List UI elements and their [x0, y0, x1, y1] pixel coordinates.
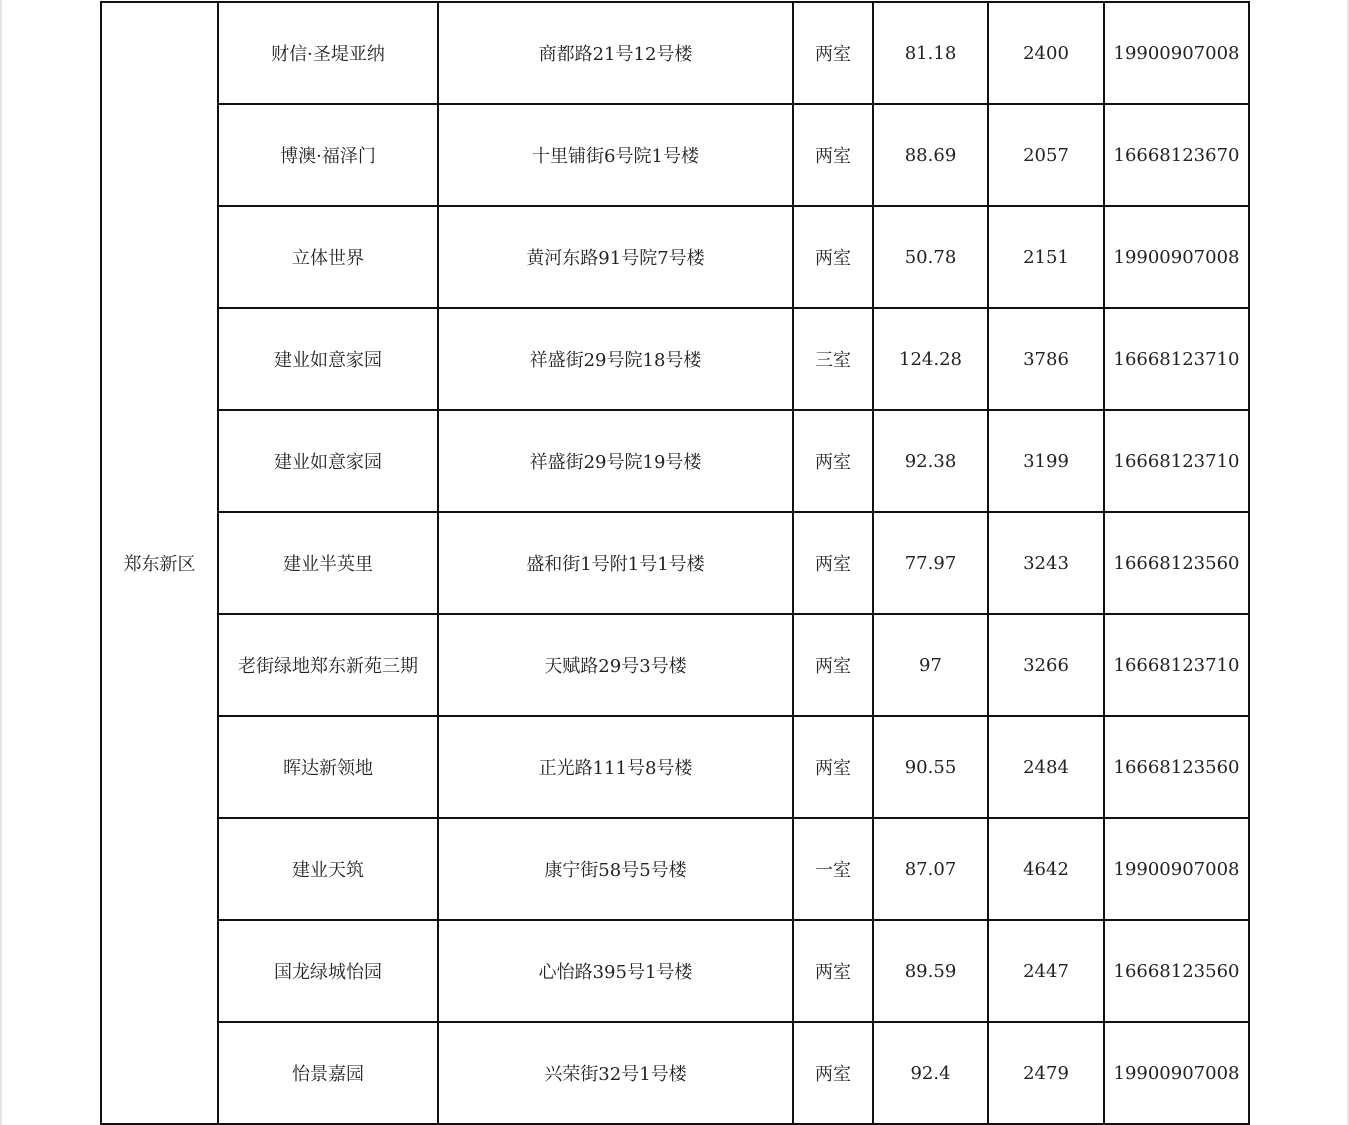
- unit-type-cell: 两室: [793, 716, 873, 818]
- table-row: [101, 818, 1249, 920]
- table-row: [101, 104, 1249, 206]
- address-cell: 盛和街1号附1号1号楼: [438, 512, 793, 614]
- address-cell: 康宁街58号5号楼: [438, 818, 793, 920]
- rent-cell: 2447: [988, 920, 1104, 1022]
- area-cell: 97: [873, 614, 988, 716]
- phone-cell: 19900907008: [1104, 206, 1249, 308]
- property-name-cell: 晖达新领地: [218, 716, 438, 818]
- area-cell: 87.07: [873, 818, 988, 920]
- rent-cell: 2484: [988, 716, 1104, 818]
- rent-cell: 2400: [988, 2, 1104, 104]
- unit-type-cell: 两室: [793, 920, 873, 1022]
- address-cell: 十里铺街6号院1号楼: [438, 104, 793, 206]
- property-name-cell: 老街绿地郑东新苑三期: [218, 614, 438, 716]
- address-cell: 正光路111号8号楼: [438, 716, 793, 818]
- area-cell: 92.38: [873, 410, 988, 512]
- unit-type-cell: 三室: [793, 308, 873, 410]
- unit-type-cell: 两室: [793, 410, 873, 512]
- unit-type-cell: 两室: [793, 206, 873, 308]
- rent-cell: 3786: [988, 308, 1104, 410]
- rent-cell: 3243: [988, 512, 1104, 614]
- property-name-cell: 国龙绿城怡园: [218, 920, 438, 1022]
- page-edge-left: [0, 0, 2, 1125]
- unit-type-cell: 两室: [793, 614, 873, 716]
- address-cell: 心怡路395号1号楼: [438, 920, 793, 1022]
- address-cell: 祥盛街29号院18号楼: [438, 308, 793, 410]
- property-name-cell: 建业如意家园: [218, 308, 438, 410]
- phone-cell: 19900907008: [1104, 2, 1249, 104]
- property-name-cell: 建业天筑: [218, 818, 438, 920]
- rent-cell: 3199: [988, 410, 1104, 512]
- address-cell: 兴荣街32号1号楼: [438, 1022, 793, 1124]
- property-name-cell: 怡景嘉园: [218, 1022, 438, 1124]
- table-row: [101, 1022, 1249, 1124]
- unit-type-cell: 两室: [793, 512, 873, 614]
- table-row: [101, 308, 1249, 410]
- unit-type-cell: 两室: [793, 104, 873, 206]
- property-name-cell: 博澳·福泽门: [218, 104, 438, 206]
- table-row: [101, 920, 1249, 1022]
- phone-cell: 16668123710: [1104, 614, 1249, 716]
- housing-listing-table: [100, 1, 1250, 1125]
- phone-cell: 16668123710: [1104, 410, 1249, 512]
- phone-cell: 19900907008: [1104, 1022, 1249, 1124]
- area-cell: 92.4: [873, 1022, 988, 1124]
- table-row: [101, 512, 1249, 614]
- phone-cell: 16668123710: [1104, 308, 1249, 410]
- address-cell: 商都路21号12号楼: [438, 2, 793, 104]
- table-row: [101, 410, 1249, 512]
- property-name-cell: 建业半英里: [218, 512, 438, 614]
- unit-type-cell: 两室: [793, 2, 873, 104]
- area-cell: 81.18: [873, 2, 988, 104]
- area-cell: 89.59: [873, 920, 988, 1022]
- property-name-cell: 建业如意家园: [218, 410, 438, 512]
- phone-cell: 16668123560: [1104, 716, 1249, 818]
- unit-type-cell: 两室: [793, 1022, 873, 1124]
- phone-cell: 16668123670: [1104, 104, 1249, 206]
- rent-cell: 2151: [988, 206, 1104, 308]
- district-cell: 郑东新区: [101, 2, 218, 1124]
- area-cell: 124.28: [873, 308, 988, 410]
- rent-cell: 3266: [988, 614, 1104, 716]
- property-name-cell: 财信·圣堤亚纳: [218, 2, 438, 104]
- address-cell: 黄河东路91号院7号楼: [438, 206, 793, 308]
- table-row: [101, 2, 1249, 104]
- unit-type-cell: 一室: [793, 818, 873, 920]
- rent-cell: 4642: [988, 818, 1104, 920]
- phone-cell: 19900907008: [1104, 818, 1249, 920]
- address-cell: 天赋路29号3号楼: [438, 614, 793, 716]
- address-cell: 祥盛街29号院19号楼: [438, 410, 793, 512]
- table-row: [101, 716, 1249, 818]
- area-cell: 50.78: [873, 206, 988, 308]
- phone-cell: 16668123560: [1104, 920, 1249, 1022]
- rent-cell: 2057: [988, 104, 1104, 206]
- rent-cell: 2479: [988, 1022, 1104, 1124]
- area-cell: 77.97: [873, 512, 988, 614]
- area-cell: 90.55: [873, 716, 988, 818]
- phone-cell: 16668123560: [1104, 512, 1249, 614]
- table-row: [101, 614, 1249, 716]
- property-name-cell: 立体世界: [218, 206, 438, 308]
- area-cell: 88.69: [873, 104, 988, 206]
- table-row: [101, 206, 1249, 308]
